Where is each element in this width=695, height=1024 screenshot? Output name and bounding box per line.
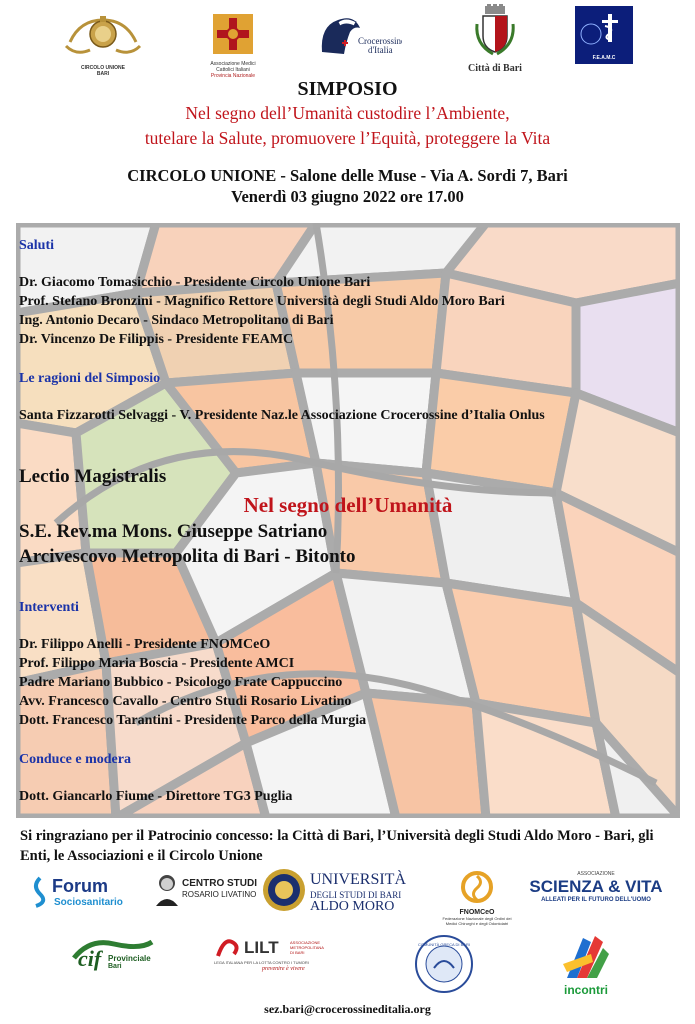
lilt-side (290, 940, 324, 955)
scienza-vita-logo (526, 871, 666, 903)
list-item: Avv. Francesco Cavallo - Centro Studi Rosario Livatino (19, 694, 352, 709)
uniba-line-2: DEGLI STUDI DI BARI (310, 890, 402, 900)
lectio-speaker-line-1: S.E. Rev.ma Mons. Giuseppe Satriano (19, 521, 328, 542)
livatino-line-1: CENTRO STUDI (182, 878, 257, 889)
event-venue: CIRCOLO UNIONE - Salone delle Muse - Via A. Sordi 7, Bari (127, 166, 568, 185)
list-item: Dr. Giacomo Tomasicchio - Presidente Circolo Unione Bari (19, 275, 371, 290)
fnomceo-emblem-icon (460, 870, 494, 904)
livatino-portrait-icon (154, 872, 180, 906)
scienza-vita-name: SCIENZA & VITA (529, 877, 663, 896)
feamc-caption: F.E.A.M.C (592, 55, 616, 61)
incontri-emblem-icon (561, 934, 611, 982)
lilt-caption: LEGA ITALIANA PER LA LOTTA CONTRO I TUMORI (214, 960, 309, 965)
crocerossine-logo (316, 12, 402, 67)
event-subtitle-line-2: tutelare la Salute, promuovere l’Equità, proteggere la Vita (144, 128, 551, 148)
list-item: Dott. Francesco Tarantini - Presidente Parco della Murgia (19, 713, 367, 728)
list-item: Santa Fizzarotti Selvaggi - V. Presidente Naz.le Associazione Crocerossine d’Italia Onlus (19, 408, 545, 423)
forum-ribbon-icon (30, 876, 50, 908)
lilt-name: LILT (244, 938, 279, 957)
comunita-greca-logo (414, 934, 474, 999)
uniba-seal-icon (262, 868, 306, 912)
forum-title: Forum (52, 876, 108, 896)
amci-caption-2: Cattolici Italiani (216, 67, 250, 73)
crocerossine-text-2: d'Italia (368, 45, 393, 55)
bari-coat-of-arms-icon (473, 4, 517, 58)
crocerossine-nurse-icon (316, 12, 402, 62)
amci-logo (205, 12, 261, 79)
list-item: Prof. Filippo Maria Boscia - Presidente AMCI (19, 656, 295, 671)
list-item: Padre Mariano Bubbico - Psicologo Frate Cappuccino (19, 675, 343, 690)
list-item: Prof. Stefano Bronzini - Magnifico Rettore Università degli Studi Aldo Moro Bari (19, 294, 505, 309)
amci-caption-1: Associazione Medici (210, 61, 256, 67)
list-item: Dr. Vincenzo De Filippis - Presidente FEAMC (19, 332, 294, 347)
fnomceo-name: FNOMCeO (459, 909, 495, 916)
crocerossine-text-1: Crocerossine (358, 36, 402, 46)
amci-cross-icon (211, 12, 255, 56)
lectio-title: Nel segno dell’Umanità (243, 493, 453, 517)
circolo-crest-icon (60, 12, 146, 60)
circolo-caption: CIRCOLO UNIONE BARI (81, 65, 125, 77)
conduce-heading: Conduce e modera (19, 752, 131, 767)
circolo-unione-logo (60, 12, 146, 77)
saluti-heading: Saluti (19, 238, 55, 253)
interventi-heading: Interventi (19, 600, 79, 615)
uniba-line-1: UNIVERSITÀ (310, 871, 406, 888)
incontri-logo (556, 934, 616, 997)
forum-subtitle: Sociosanitario (54, 897, 123, 908)
fnomceo-caption: Federazione Nazionale degli Ordini dei Medici Chirurghi e degli Odontoiatri (442, 916, 512, 926)
list-item: Dott. Giancarlo Fiume - Direttore TG3 Puglia (19, 789, 293, 804)
cif-line-2: Bari (108, 963, 122, 970)
contact-email[interactable]: sez.bari@crocerossineditalia.org (264, 1002, 431, 1016)
event-title: SIMPOSIO (297, 78, 398, 100)
comunita-greca-seal-icon (414, 934, 474, 994)
comunita-greca-caption: COMUNITÀ GRECA DI BARI (417, 942, 471, 947)
citta-caption: Città di Bari (468, 63, 522, 74)
lectio-speaker-line-2: Arcivescovo Metropolita di Bari - Bitonto (19, 546, 356, 567)
program-panel (16, 223, 680, 818)
program-content (16, 223, 680, 818)
svg-text:cif: cif (78, 946, 102, 971)
lilt-slogan: prevenire è vivere (262, 966, 305, 972)
thanks-text: Si ringraziano per il Patrocinio concesso: la Città di Bari, l’Università degli Studi Aldo Moro - Bari, gli Enti, le Associazioni e il Circolo Unione (20, 828, 654, 864)
list-item: Ing. Antonio Decaro - Sindaco Metropolitano di Bari (19, 313, 334, 328)
incontri-name: incontri (564, 983, 608, 997)
list-item: Dr. Filippo Anelli - Presidente FNOMCeO (19, 637, 271, 652)
ragioni-heading: Le ragioni del Simposio (19, 371, 161, 386)
scienza-vita-top: ASSOCIAZIONE (577, 871, 615, 877)
lilt-side-3: DI BARI (290, 950, 305, 955)
lilt-side-1: ASSOCIAZIONE (290, 940, 321, 945)
uniba-line-3: ALDO MORO (310, 899, 395, 914)
citta-di-bari-logo (460, 4, 530, 74)
event-subtitle-line-1: Nel segno dell’Umanità custodire l’Ambiente, (185, 103, 510, 123)
livatino-line-2: ROSARIO LIVATINO (182, 890, 257, 899)
feamc-logo (575, 6, 633, 64)
cif-line-1: Provinciale (108, 954, 151, 963)
cif-bari-logo (70, 934, 156, 983)
scienza-vita-tagline: ALLEATI PER IL FUTURO DELL'UOMO (541, 897, 651, 903)
fnomceo-logo (440, 870, 514, 926)
event-date: Venerdì 03 giugno 2022 ore 17.00 (231, 187, 464, 206)
lectio-label: Lectio Magistralis (19, 466, 167, 487)
lilt-ribbon-icon (214, 936, 244, 958)
lilt-side-2: METROPOLITANA (290, 945, 324, 950)
amci-caption-3: Provincia Nazionale (210, 73, 256, 79)
